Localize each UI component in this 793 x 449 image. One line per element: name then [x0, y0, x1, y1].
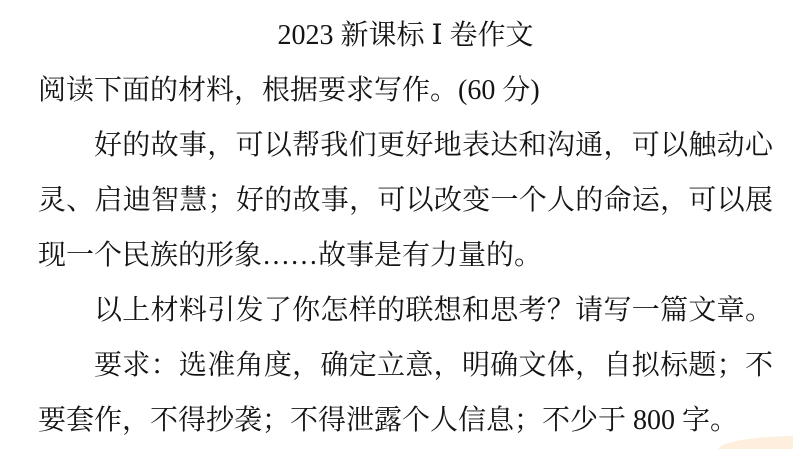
essay-line-requirements-1: 要求：选准角度，确定立意，明确文体，自拟标题；不: [94, 350, 773, 381]
essay-line-instruction: 阅读下面的材料，根据要求写作。(60 分): [38, 75, 540, 106]
essay-line-material-1: 好的故事，可以帮我们更好地表达和沟通，可以触动心: [94, 130, 773, 161]
essay-line-requirements-2: 要套作，不得抄袭；不得泄露个人信息；不少于 800 字。: [38, 405, 739, 436]
essay-title: 2023 新课标 Ⅰ 卷作文: [277, 20, 534, 51]
essay-line-material-3: 现一个民族的形象……故事是有力量的。: [38, 240, 543, 271]
essay-line-prompt: 以上材料引发了你怎样的联想和思考？请写一篇文章。: [94, 295, 773, 326]
essay-line-material-2: 灵、启迪智慧；好的故事，可以改变一个人的命运，可以展: [38, 185, 773, 216]
